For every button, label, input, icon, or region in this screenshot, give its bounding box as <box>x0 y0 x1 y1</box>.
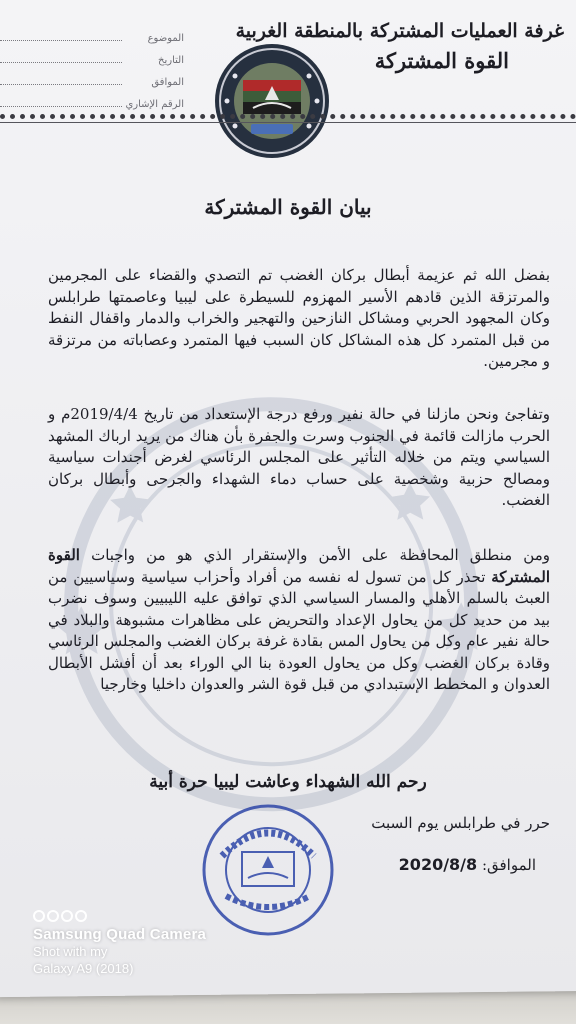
dotted-line <box>0 54 122 63</box>
field-label: الموضوع <box>147 33 184 44</box>
dotted-line <box>0 32 122 41</box>
official-stamp <box>198 800 338 940</box>
closing-line: رحم الله الشهداء وعاشت ليبيا حرة أبية <box>149 772 427 792</box>
date-label: الموافق: <box>481 856 536 874</box>
header-divider-line <box>0 122 576 123</box>
header-divider-dotted <box>0 114 576 119</box>
org-name-line1: غرفة العمليات المشتركة بالمنطقة الغربية <box>235 20 564 42</box>
camera-line1: Shot with my <box>33 944 108 959</box>
paragraph-3-bold: القوة المشتركة <box>48 546 550 586</box>
issued-place: حرر في طرابلس يوم السبت <box>371 814 550 832</box>
paragraph-3-intro: ومن منطلق المحافظة على الأمن والإستقرار الذي هو من واجبات <box>91 546 550 564</box>
paragraph-3 <box>48 545 550 696</box>
statement-title: بيان القوة المشتركة <box>204 195 372 219</box>
paragraph-1: بفضل الله ثم عزيمة أبطال بركان الغضب تم التصدي والقضاء على المجرمين والمرتزقة الذين قادهم الأسير المهزوم للسيطرة على ليبيا وعاصمتها طرابلس وكان المجهود الحربي ومشاكل النازحين والتهجير والخراب والدمار واقفال النفط من قبل المتمرد كل هذه المشاكل كان السبب فيها المتمرد وعصاباته من مرتزقة و مجرمين. <box>48 266 550 370</box>
field-label: الموافق <box>151 77 184 88</box>
dotted-line <box>0 76 122 85</box>
field-corresponding <box>0 66 190 88</box>
camera-title: Samsung Quad Camera <box>33 926 207 943</box>
field-label: التاريخ <box>158 55 184 66</box>
paragraph-3-rest: تحذر كل من تسول له نفسه من أفراد وأحزاب سياسية وسياسيين من العبث بالسلم الأهلي والمسار السياسي الذي توافق عليه الليبيين وسوف نضرب بيد من حديد كل من يحاول الإعداد والتحريض على مظاهرات مشبوهة والبلاد في حالة نفير عام وكل من يحاول المس بقادة غرفة بركان الغضب والمجلس الرئاسي وقادة بركان الغضب وكل من يحاول العودة بنا الي الوراء بعد أن أفشل الأبطال العدوان و المخطط الإستبدادي من قبل قوة الشر والعدوان داخليا وخارجيا <box>48 567 550 693</box>
field-label: الرقم الإشاري <box>125 99 184 110</box>
camera-line2: Galaxy A9 (2018) <box>33 961 134 976</box>
field-subject <box>0 22 190 44</box>
quad-camera-icon <box>33 910 206 922</box>
paragraph-2: وتفاجئ ونحن مازلنا في حالة نفير ورفع درجة الإستعداد من تاريخ 2019/4/4م و الحرب مازالت قائمة في الجنوب وسرت والجفرة بأن هناك من يريد ارباك المشهد السياسي ويتم من خلاله التأثير على المجلس الرئاسي لغرض أجندات سياسية ومصالح حزبية وشخصية على حساب دماء الشهداء والجرحى وأبطال بركان الغضب. <box>48 405 550 509</box>
force-emblem-logo <box>213 42 331 160</box>
date-value: 2020/8/8 <box>398 855 478 874</box>
dotted-line <box>0 98 122 107</box>
org-name-line2: القوة المشتركة <box>374 48 509 73</box>
date-line <box>399 855 536 874</box>
camera-watermark <box>33 910 206 977</box>
field-reference-number <box>0 88 190 110</box>
field-date <box>0 44 190 66</box>
reference-fields <box>0 22 190 110</box>
